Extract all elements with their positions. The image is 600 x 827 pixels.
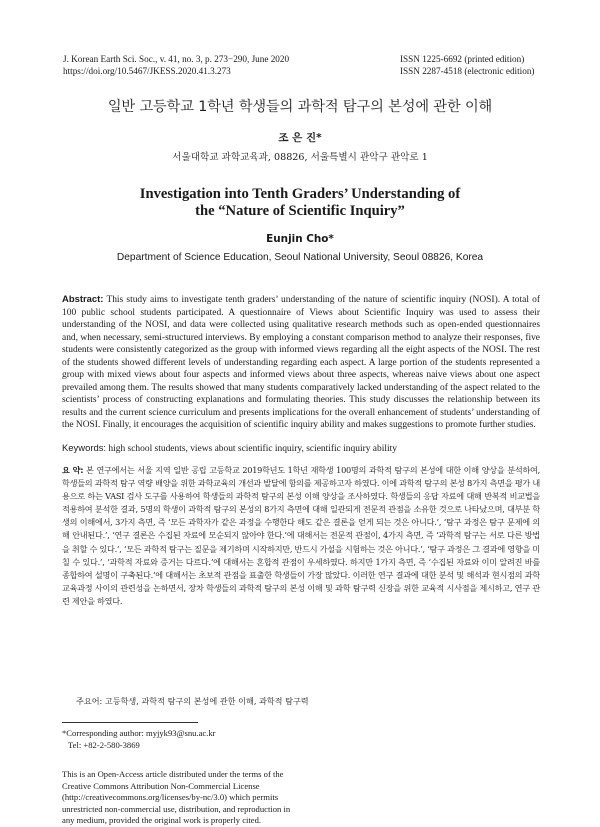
open-access-notice: This is an Open-Access article distributed under the terms of the Creative Commons Attribution Non-Commercial License (http://creativecommons.org/licenses/by-nc/3.0) which permits unrestricted non-commercial use, distribution, and reproduction in any medium, provided the original work is properly cited. [62,769,291,825]
doi-link[interactable]: https://doi.org/10.5467/JKESS.2020.41.3.273 [63,66,231,76]
abstract-text: This study aims to investigate tenth graders’ understanding of the nature of scientific inquiry (NOSI). A total of 100 public school students participated. A questionnaire of Views about Scientific Inquiry was used to assess their understanding of the NOSI, and data were collected using qualitative research methods such as open-ended questionnaires and, when necessary, semi-structured interviews. By employing a constant comparison method to analyze their responses, five students were consistently categorized as the group with informed views regarding all the eight aspects of the NOSI. The rest of the students showed different levels of understanding regarding each aspect. A large portion of the students represented a group with mixed views about four aspects and informed views about three aspects, whereas naive views about one aspect prevailed among them. The results showed that many students comparatively lacked understanding of the aspect related to the scientists’ process of constructing explanations and formulating theories. This study discusses the relationship between its results and the current science curriculum and presents implications for the overall enhancement of students’ understanding of the NOSI. Finally, it encourages the acquisition of scientific inquiry ability and makes suggestions to promote further studies. [62,295,540,430]
korean-keywords [76,695,540,708]
keywords-text: high school students, views about scientific inquiry, scientific inquiry ability [108,444,397,454]
issn-header [400,53,534,77]
korean-summary-label: 요 약: [62,465,84,475]
abstract-label: Abstract: [62,294,104,305]
keywords-label: Keywords: [62,443,107,454]
english-title-line2: the “Nature of Scientific Inquiry” [195,203,405,219]
keywords [62,443,540,456]
corresponding-phone: Tel: +82-2-580-3869 [68,739,140,750]
korean-affiliation: 서울대학교 과학교육과, 08826, 서울특별시 관악구 관악로 1 [172,152,428,163]
english-title [0,186,600,220]
journal-header [63,53,289,77]
footnote-divider [62,722,198,723]
korean-keywords-text: 고등학생, 과학적 탐구의 본성에 관한 이해, 과학적 탐구력 [104,696,309,706]
corresponding-email: *Corresponding author: myjyk93@snu.ac.kr [62,728,216,738]
issn-electronic: ISSN 2287-4518 (electronic edition) [400,66,535,76]
english-author: Eunjin Cho* [266,233,334,245]
korean-keywords-label: 주요어: [76,696,103,706]
journal-citation: J. Korean Earth Sci. Soc., v. 41, no. 3, p. 273−290, June 2020 [63,54,290,64]
korean-title: 일반 고등학교 1학년 학생들의 과학적 탐구의 본성에 관한 이해 [107,99,493,115]
english-affiliation: Department of Science Education, Seoul National University, Seoul 08826, Korea [116,252,484,263]
issn-print: ISSN 1225-6692 (printed edition) [400,54,525,64]
english-title-line1: Investigation into Tenth Graders’ Understanding of [139,186,461,202]
corresponding-author-footnote [62,728,362,751]
korean-summary-text: 본 연구에서는 서울 지역 일반 공립 고등학교 2019학년도 1학년 재학생 100명의 과학적 탐구의 본성에 대한 이해 양상을 분석하여, 학생들의 과학적 탐구 역량 배양을 위한 과학교육의 개선과 발달에 함의를 제공하고자 하였다. 이에 과학적 탐구의 본성 8가지 측면을 평가 내용으로 하는 VASI 검사 도구를 사용하여 학생들의 과학적 탐구의 본성 이해 양상을 조사하였다. 학생들의 응답 자료에 대해 반복적 비교법을 적용하여 분석한 결과, 5명의 학생이 과학적 탐구의 본성의 8가지 측면에 대해 일관되게 전문적 관점을 소유한 것으로 나타났으며, 대부분 학생의 이해에서, 3가지 측면, 즉 ‘모든 과학자가 같은 과정을 수행한다 해도 같은 결론을 얻게 되는 것은 아니다.’, ‘탐구 과정은 탐구 문제에 의해 안내된다.’, ‘연구 결론은 수집된 자료에 모순되지 않아야 한다.’에 대해서는 전문적 관점이, 4가지 측면, 즉 ‘과학적 탐구는 서로 다른 방법을 취할 수 있다.’, ‘모든 과학적 탐구는 질문을 제기하며 시작하지만, 반드시 가설을 시험하는 것은 아니다.’, ‘탐구 과정은 그 결과에 영향을 미칠 수 있다.’, ‘과학적 자료와 증거는 다르다.’에 대해서는 혼합적 관점이 우세하였다. 하지만 1가지 측면, 즉 ‘수집된 자료와 이미 알려진 바를 종합하여 설명이 구축된다.’에 대해서는 초보적 관점을 표출한 학생들이 가장 많았다. 이러한 연구 결과에 대한 분석 및 해석과 현시점의 과학 교육과정 사이의 관련성을 논하면서, 장차 학생들의 과학적 탐구의 본성 이해 및 과학 탐구력 신장을 위한 교육적 시사점을 제시하고, 연구 관련 제안을 하였다. [62,465,540,606]
abstract [62,294,540,432]
korean-summary [62,464,540,608]
korean-author: 조 은 진* [278,132,322,144]
